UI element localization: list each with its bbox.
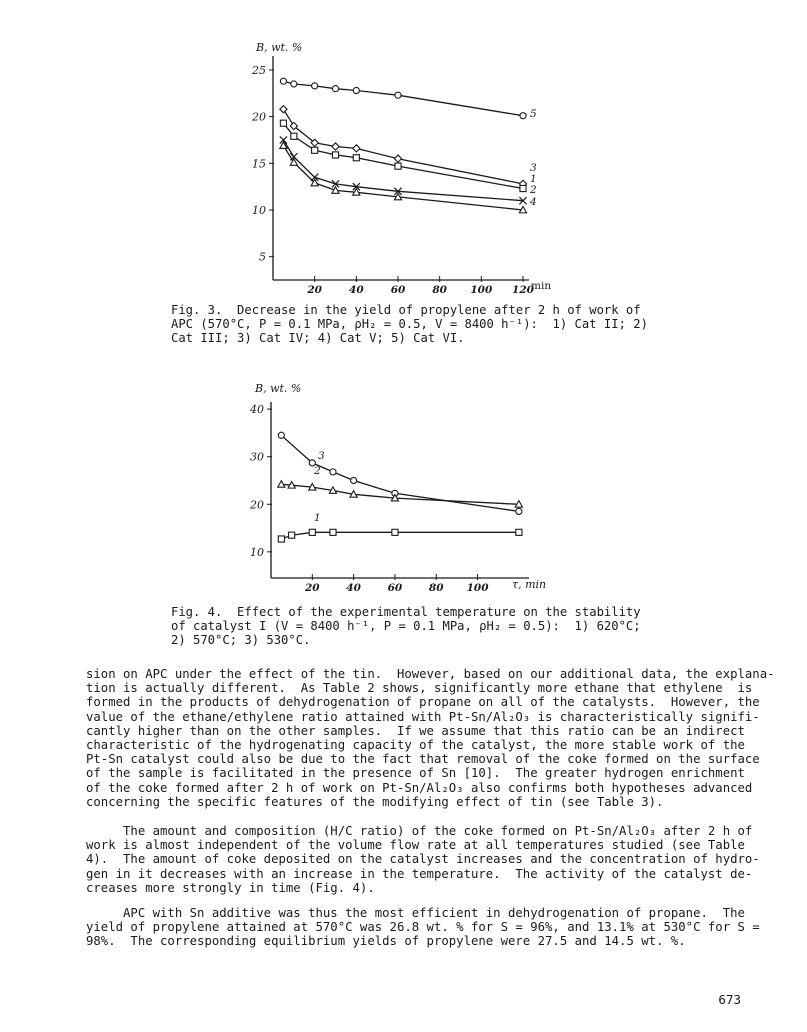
fig4-series-label-1: 1 <box>314 512 321 524</box>
fig3-chart <box>251 41 551 296</box>
fig3-x-tick-label: 100 <box>470 284 493 296</box>
fig3-series-label-4: 4 <box>530 196 537 208</box>
fig3-series-label-3: 3 <box>530 162 537 174</box>
fig4-caption: Fig. 4. Effect of the experimental temperature on the stability of catalyst I (V = 8400 h⁻¹, P = 0.1 MPa, ρH₂ = 0.5): 1) 620°C; 2) 570°C; 3) 530°C. <box>171 605 641 647</box>
fig4-y-tick-label: 20 <box>250 498 264 512</box>
fig3-series-3-point <box>280 106 287 113</box>
fig3-y-tick-label: 20 <box>252 110 266 124</box>
fig4-chart <box>249 382 546 594</box>
fig3-series-5-point <box>291 81 297 87</box>
fig3-series-2-line <box>283 140 523 201</box>
fig4-series-3-point <box>351 477 357 483</box>
body-paragraph-3: APC with Sn additive was thus the most efficient in dehydrogenation of propane. The yield of propylene attained at 570°C was 26.8 wt. % for S = 96%, and 13.1% at 530°C for S = 98%. The corresponding equilibrium yields of propylene were 27.5 and 14.5 wt. %. <box>86 906 760 949</box>
fig4-series-3-point <box>516 508 522 514</box>
fig3-series-3-point <box>394 155 401 162</box>
fig4-series-1-point <box>309 529 315 535</box>
page-number: 673 <box>718 992 741 1007</box>
fig3-y-tick-label: 25 <box>252 64 266 77</box>
body-paragraph-1: sion on APC under the effect of the tin. However, based on our additional data, the explana- tion is actually different. As Table 2 shows, significantly more ethane that ethylene is formed in the products of dehydrogenation of propane on all of the catalysts. However, the value of the ethane/ethylene ratio attained with Pt-Sn/Al₂O₃ is characteristically signifi- cantly higher than on the other samples. If we assume that this ratio can be an indirect characteristic of the hydrogenating capacity of the catalyst, the more stable work of the Pt-Sn catalyst could also be due to the fact that removal of the coke formed on the surface of the sample is facilitated in the presence of Sn [10]. The greater hydrogen enrichment of the coke formed after 2 h of work on Pt-Sn/Al₂O₃ also confirms both hypotheses advanced concerning the specific features of the modifying effect of tin (see Table 3). <box>86 667 775 809</box>
fig3-series-label-2: 2 <box>530 184 537 196</box>
fig3-y-tick-label: 15 <box>252 157 266 171</box>
fig3-x-tick-label: 80 <box>432 284 447 296</box>
fig4-y-tick-label: 10 <box>250 545 264 559</box>
fig3-series-4-line <box>283 146 523 210</box>
fig3-series-5-point <box>353 87 359 93</box>
fig4-y-axis-label: B, wt. % <box>255 382 302 395</box>
fig3-x-axis-unit: min <box>531 280 552 292</box>
fig4-y-tick-label: 30 <box>250 450 264 464</box>
fig4-x-axis-unit: τ, min <box>512 578 547 591</box>
fig4-y-tick-label: 40 <box>250 403 264 417</box>
fig4-series-3-point <box>278 432 284 438</box>
fig3-series-1-point <box>291 133 297 139</box>
fig4-series-1-point <box>278 536 284 542</box>
fig3-series-5-point <box>312 83 318 89</box>
body-paragraph-2: The amount and composition (H/C ratio) of the coke formed on Pt-Sn/Al₂O₃ after 2 h of work is almost independent of the volume flow rate at all temperatures studied (see Table 4). The amount of coke deposited on the catalyst increases and the concentration of hydro- gen in it decreases with an increase in the temperature. The activity of the catalyst de- creases more strongly in time (Fig. 4). <box>86 824 760 895</box>
fig3-series-3-line <box>283 109 523 184</box>
fig3-y-tick-label: 5 <box>259 250 266 264</box>
fig4-series-3-point <box>330 469 336 475</box>
fig3-series-5-point <box>520 113 526 119</box>
fig3-series-1-point <box>332 152 338 158</box>
fig3-series-3-point <box>332 143 339 150</box>
fig3-x-tick-label: 20 <box>307 284 322 296</box>
fig4-series-label-2: 2 <box>314 465 321 477</box>
fig4-x-tick-label: 60 <box>387 582 403 594</box>
fig3-x-tick-label: 120 <box>512 284 534 296</box>
fig3-series-1-point <box>280 120 286 126</box>
fig3-series-1-point <box>520 185 526 191</box>
fig4-series-1-point <box>330 529 336 535</box>
fig3-series-label-5: 5 <box>530 108 537 120</box>
fig4-series-1-point <box>516 529 522 535</box>
fig3-series-1-point <box>312 147 318 153</box>
fig3-series-5-point <box>280 78 286 84</box>
fig4-series-1-point <box>289 532 295 538</box>
fig3-series-label-1: 1 <box>530 173 537 185</box>
fig3-series-1-point <box>353 155 359 161</box>
fig4-x-tick-label: 100 <box>466 582 489 594</box>
fig4-x-tick-label: 40 <box>346 582 361 594</box>
fig4-series-label-3: 3 <box>318 450 325 462</box>
fig4-series-1-point <box>392 529 398 535</box>
fig3-y-axis-label: B, wt. % <box>256 41 303 54</box>
fig3-x-tick-label: 60 <box>390 284 406 296</box>
fig3-series-1-point <box>395 163 401 169</box>
fig3-series-5-point <box>395 92 401 98</box>
fig4-x-tick-label: 80 <box>428 582 444 594</box>
fig3-caption: Fig. 3. Decrease in the yield of propylene after 2 h of work of APC (570°C, P = 0.1 MPa, ρH₂ = 0.5, V = 8400 h⁻¹): 1) Cat II; 2) Cat III; 3) Cat IV; 4) Cat V; 5) Cat VI. <box>171 303 648 345</box>
fig3-x-tick-label: 40 <box>349 284 364 296</box>
fig3-series-5-point <box>332 86 338 92</box>
fig4-series-1-line <box>281 532 519 539</box>
fig3-series-3-point <box>353 145 360 152</box>
fig3-y-tick-label: 10 <box>252 204 266 217</box>
fig3-series-5-line <box>283 81 523 116</box>
fig4-x-tick-label: 20 <box>304 582 320 594</box>
